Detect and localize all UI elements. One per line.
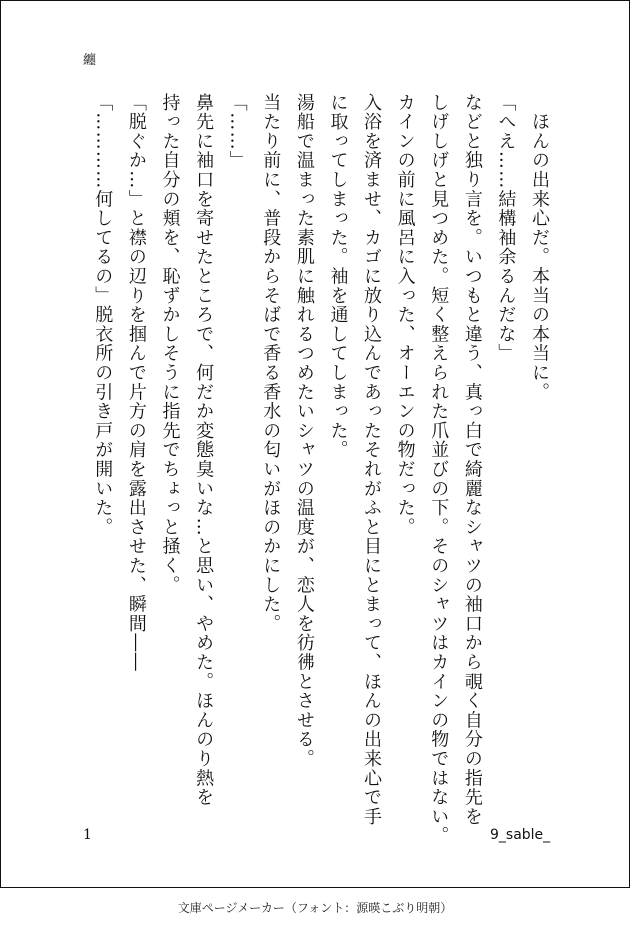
text-line: 「…………何してるの」脱衣所の引き戸が開いた。 bbox=[92, 93, 114, 537]
text-line: 入浴を済ませ、カゴに放り込んであったそれがふと目にとまって、ほんの出来心で手 bbox=[361, 93, 383, 827]
text-line: 「脱ぐか…」と襟の辺りを掴んで片方の肩を露出させた、瞬間―― bbox=[125, 93, 147, 672]
running-title: 纏 bbox=[83, 53, 97, 68]
text-line: しげしげと見つめた。短く整えられた爪並びの下。そのシャツはカインの物ではない。 bbox=[428, 93, 450, 846]
page-number: 1 bbox=[83, 827, 92, 843]
text-line: 「……」 bbox=[226, 93, 248, 171]
text-line: などと独り言を。いつもと違う、真っ白で綺麗なシャツの袖口から覗く自分の指先を bbox=[461, 93, 483, 827]
author-tag: 9_sable_ bbox=[490, 827, 551, 843]
text-line: 当たり前に、普段からそばで香る香水の匂いがほのかにした。 bbox=[260, 93, 282, 634]
text-line: に取ってしまった。袖を通してしまった。 bbox=[327, 93, 349, 460]
text-line: 鼻先に袖口を寄せたところで、何だか変態臭いな…と思い、やめた。ほんのり熱を bbox=[193, 93, 215, 808]
text-line: ほんの出来心だ。本当の本当に。 bbox=[529, 93, 550, 402]
footer-credit: 文庫ページメーカー（フォント：源暎こぶり明朝） bbox=[177, 901, 453, 915]
text-line: 「へえ……結構袖余るんだな」 bbox=[495, 93, 517, 364]
text-line: 湯船で温まった素肌に触れるつめたいシャツの温度が、恋人を彷彿とさせる。 bbox=[293, 93, 315, 769]
text-line: カインの前に風呂に入った、オーエンの物だった。 bbox=[394, 93, 416, 537]
text-line: 持った自分の頬を、恥ずかしそうに指先でちょっと掻く。 bbox=[159, 93, 181, 595]
